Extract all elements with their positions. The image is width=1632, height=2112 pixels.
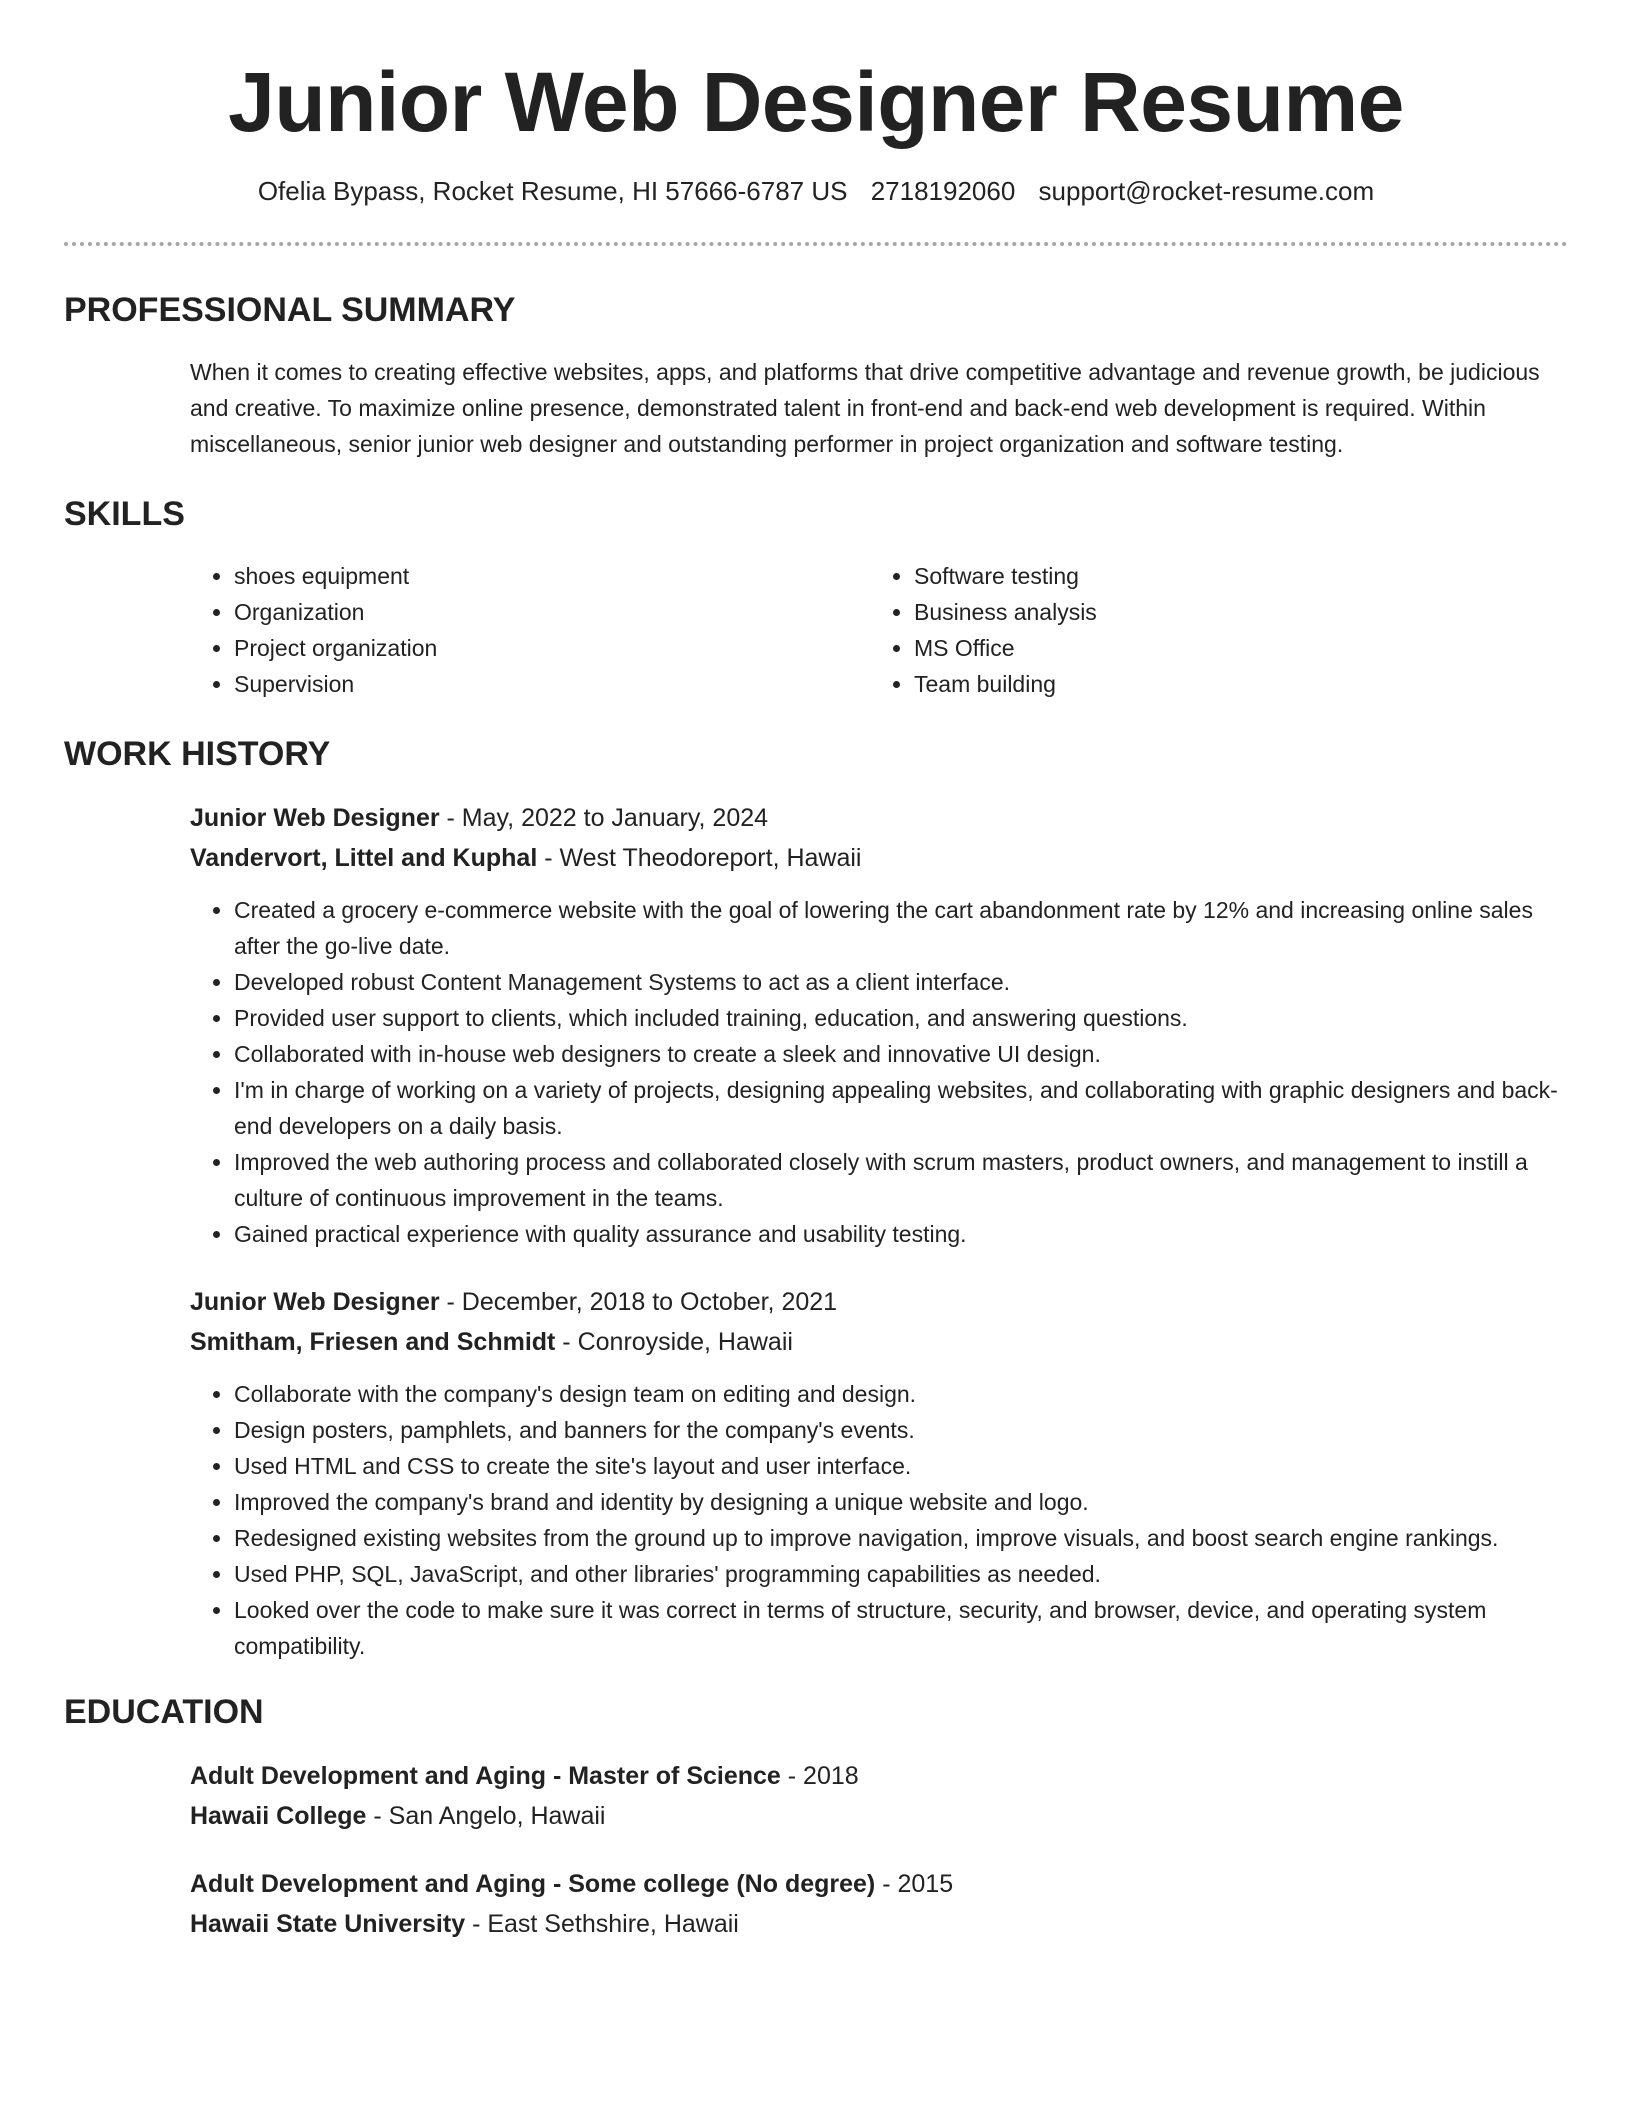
education-entry <box>190 1756 1568 1836</box>
job-title: Junior Web Designer <box>190 1288 440 1316</box>
job-bullet: • Used PHP, SQL, JavaScript, and other libraries' programming capabilities as needed. <box>234 1556 1568 1592</box>
education-school: Hawaii College <box>190 1802 367 1830</box>
contact-phone: 2718192060 <box>870 176 1016 206</box>
skill-item: • shoes equipment <box>234 558 870 594</box>
header-divider <box>64 242 1568 246</box>
education-entry <box>190 1864 1568 1944</box>
job-bullets <box>190 1376 1568 1664</box>
skill-item: • Organization <box>234 594 870 630</box>
skill-item: • Team building <box>914 666 1550 702</box>
job-bullet: • Improved the company's brand and identity by designing a unique website and logo. <box>234 1484 1568 1520</box>
education-year: - 2018 <box>780 1762 859 1790</box>
education-school-line <box>190 1904 1568 1944</box>
skill-item: • Project organization <box>234 630 870 666</box>
job-bullet: • Used HTML and CSS to create the site's layout and user interface. <box>234 1448 1568 1484</box>
skills-list <box>190 558 1568 702</box>
job-bullet: • Improved the web authoring process and collaborated closely with scrum masters, product owners, and management to instill a culture of continuous improvement in the teams. <box>234 1144 1568 1216</box>
job-dates: - December, 2018 to October, 2021 <box>439 1288 838 1316</box>
job-bullet: • Provided user support to clients, which included training, education, and answering questions. <box>234 1000 1568 1036</box>
job-bullet: • I'm in charge of working on a variety of projects, designing appealing websites, and collaborating with graphic designers and back-end developers on a daily basis. <box>234 1072 1568 1144</box>
education-location: - East Sethshire, Hawaii <box>465 1910 739 1938</box>
job-bullet: • Looked over the code to make sure it was correct in terms of structure, security, and browser, device, and operating system compatibility. <box>234 1592 1568 1664</box>
job-bullet: • Developed robust Content Management Systems to act as a client interface. <box>234 964 1568 1000</box>
skill-item: • Software testing <box>914 558 1550 594</box>
education-degree: Adult Development and Aging - Some college (No degree) <box>190 1870 876 1898</box>
job-bullet: • Collaborated with in-house web designers to create a sleek and innovative UI design. <box>234 1036 1568 1072</box>
education-location: - San Angelo, Hawaii <box>366 1802 606 1830</box>
job-bullet: • Design posters, pamphlets, and banners for the company's events. <box>234 1412 1568 1448</box>
education-degree-line <box>190 1756 1568 1796</box>
work-history-heading: WORK HISTORY <box>64 735 331 773</box>
job-bullet: • Redesigned existing websites from the ground up to improve navigation, improve visuals, and boost search engine rankings. <box>234 1520 1568 1556</box>
job-title-line <box>190 1282 1568 1322</box>
job-location: - West Theodoreport, Hawaii <box>537 844 862 872</box>
education-school-line <box>190 1796 1568 1836</box>
education-degree: Adult Development and Aging - Master of Science <box>190 1762 781 1790</box>
contact-address: Ofelia Bypass, Rocket Resume, HI 57666-6787 US <box>257 176 848 206</box>
job-entry <box>190 798 1568 1252</box>
job-company: Smitham, Friesen and Schmidt <box>190 1328 556 1356</box>
job-bullet: • Created a grocery e-commerce website with the goal of lowering the cart abandonment rate by 12% and increasing online sales after the go-live date. <box>234 892 1568 964</box>
job-bullets <box>190 892 1568 1252</box>
job-company-line <box>190 1322 1568 1362</box>
job-entry <box>190 1282 1568 1664</box>
job-title: Junior Web Designer <box>190 804 440 832</box>
summary-text: When it comes to creating effective websites, apps, and platforms that drive competitive advantage and revenue growth, be judicious and creative. To maximize online presence, demonstrated talent in front-end and back-end web development is required. Within miscellaneous, senior junior web designer and outstanding performer in project organization and software testing. <box>190 359 1540 457</box>
contact-email: support@rocket-resume.com <box>1038 176 1375 206</box>
contact-line <box>64 174 1568 208</box>
education-school: Hawaii State University <box>190 1910 466 1938</box>
skills-column-right <box>870 558 1550 702</box>
job-company-line <box>190 838 1568 878</box>
job-bullet: • Gained practical experience with quality assurance and usability testing. <box>234 1216 1568 1252</box>
skill-item: • MS Office <box>914 630 1550 666</box>
education-heading: EDUCATION <box>64 1693 264 1731</box>
skill-item: • Supervision <box>234 666 870 702</box>
skill-item: • Business analysis <box>914 594 1550 630</box>
skills-heading: SKILLS <box>64 495 185 533</box>
job-dates: - May, 2022 to January, 2024 <box>439 804 769 832</box>
education-degree-line <box>190 1864 1568 1904</box>
job-location: - Conroyside, Hawaii <box>555 1328 793 1356</box>
skills-column-left <box>190 558 870 702</box>
resume-page <box>64 0 1568 1944</box>
education-year: - 2015 <box>875 1870 954 1898</box>
job-title-line <box>190 798 1568 838</box>
summary-heading: PROFESSIONAL SUMMARY <box>64 291 516 329</box>
job-company: Vandervort, Littel and Kuphal <box>190 844 538 872</box>
resume-title: Junior Web Designer Resume <box>228 55 1404 149</box>
job-bullet: • Collaborate with the company's design team on editing and design. <box>234 1376 1568 1412</box>
